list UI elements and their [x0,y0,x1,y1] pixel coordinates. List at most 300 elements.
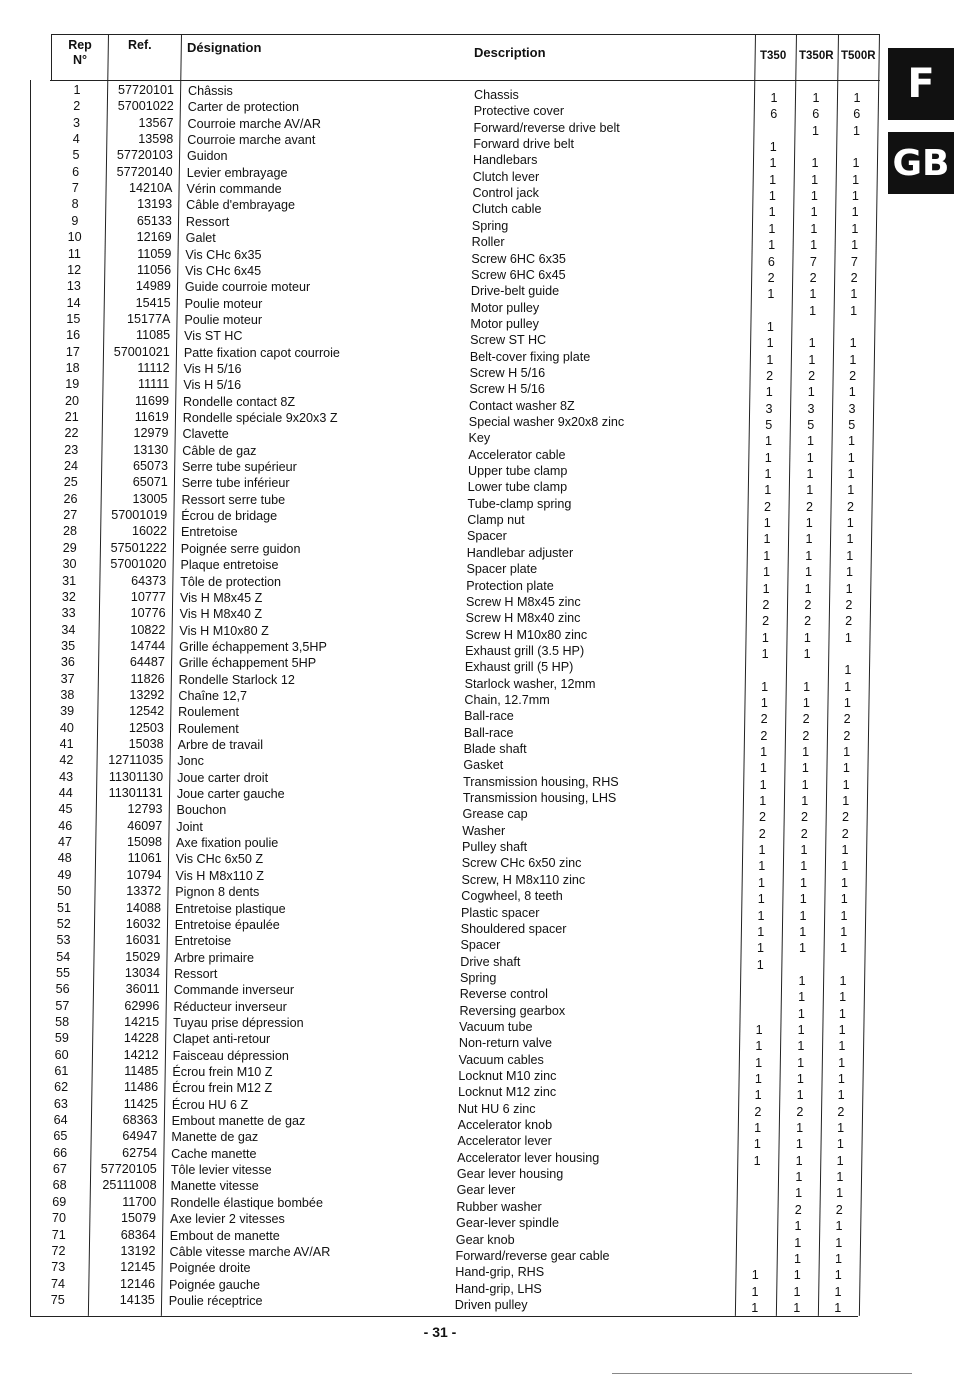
row-rep-number: 20 [65,393,80,408]
row-rep-number: 8 [71,197,79,212]
row-ref-code: 62996 [124,998,160,1013]
row-designation-fr: Entretoise [180,525,238,540]
row-qty-t350: 1 [756,941,764,956]
row-designation-fr: Serre tube supérieur [182,460,297,475]
row-qty-t350r: 1 [794,1235,802,1250]
row-qty-t500r: 1 [841,875,849,890]
row-rep-number: 11 [67,246,81,261]
row-qty-t500r: 1 [843,745,851,759]
row-description-en: Screw H M8x40 zinc [465,611,581,626]
row-description-en: Handlebar adjuster [466,545,574,560]
row-ref-code: 10777 [130,589,166,604]
row-rep-number: 65 [53,1129,68,1144]
row-qty-t350r: 1 [810,238,818,253]
row-qty-t500r: 5 [848,418,856,432]
row-ref-code: 10776 [130,606,166,621]
row-qty-t500r: 1 [836,1186,844,1201]
row-description-en: Screw H 5/16 [469,365,546,380]
row-ref-code: 65133 [136,213,172,228]
row-designation-fr: Vis H M8x45 Z [179,590,263,605]
row-rep-number: 30 [62,557,77,572]
row-qty-t500r: 1 [844,679,852,694]
row-qty-t350r: 1 [800,843,808,858]
row-qty-t350: 1 [761,646,769,661]
row-description-en: Hand-grip, RHS [455,1265,545,1280]
row-ref-code: 16032 [125,916,161,931]
row-description-en: Rubber washer [456,1199,542,1214]
row-qty-t350r: 1 [793,1268,801,1283]
row-qty-t350: 1 [755,1022,763,1037]
row-qty-t350: 1 [753,1137,761,1152]
row-qty-t350: 1 [764,450,772,465]
row-qty-t350: 1 [759,794,767,809]
row-qty-t500r: 2 [835,1202,843,1217]
row-qty-t500r: 1 [851,205,859,220]
row-qty-t350r: 1 [810,205,818,220]
row-description-en: Gear knob [455,1232,515,1247]
row-ref-code: 14210A [129,181,173,196]
row-qty-t350: 1 [756,957,764,972]
row-qty-t350: 6 [770,107,778,122]
row-qty-t350r: 1 [795,1186,803,1201]
footer-rule [612,1373,912,1374]
row-designation-fr: Écrou frein M12 Z [172,1081,273,1096]
row-qty-t500r: 1 [845,565,853,580]
row-description-en: Screw H 5/16 [469,382,545,397]
row-rep-number: 49 [57,867,72,882]
row-qty-t500r: 1 [850,287,858,302]
row-qty-t350: 2 [759,810,767,825]
row-qty-t500r: 1 [852,123,860,138]
row-qty-t350: 2 [754,1104,762,1119]
row-qty-t350: 1 [759,777,767,792]
row-qty-t350r: 1 [806,467,814,482]
row-designation-fr: Embout de manette [169,1228,280,1243]
row-designation-fr: Tôle de protection [180,574,281,589]
row-designation-fr: Vis CHc 6x50 Z [175,852,264,867]
row-description-en: Cogwheel, 8 teeth [461,889,563,904]
table-left-border-lower [30,80,31,1316]
row-qty-t350: 1 [763,532,771,547]
row-designation-fr: Cache manette [171,1146,257,1161]
row-designation-fr: Écrou frein M10 Z [172,1065,273,1079]
header-t350: T350 [760,50,787,62]
row-rep-number: 53 [56,933,71,948]
row-description-en: Key [468,431,491,446]
row-qty-t350r: 2 [802,712,810,727]
row-qty-t500r: 1 [852,156,860,171]
row-designation-fr: Manette de gaz [171,1130,259,1145]
row-description-en: Plastic spacer [461,905,540,920]
row-ref-code: 57001022 [117,99,174,114]
row-rep-number: 23 [64,442,79,457]
row-qty-t350r: 2 [794,1202,802,1217]
row-qty-t350r: 1 [797,1006,805,1021]
row-description-en: Protection plate [466,578,554,593]
language-tab-f: F [888,48,954,120]
row-qty-t350r: 1 [795,1137,803,1152]
row-qty-t350r: 1 [796,1072,804,1086]
row-rep-number: 33 [61,606,76,621]
row-designation-fr: Entretoise épaulée [174,917,280,932]
row-ref-code: 12503 [128,720,164,735]
row-ref-code: 11112 [137,360,170,375]
row-description-en: Belt-cover fixing plate [469,349,591,364]
row-qty-t500r: 1 [851,221,859,236]
row-qty-t350: 2 [760,712,768,727]
row-ref-code: 12542 [129,704,165,719]
row-rep-number: 40 [59,720,74,735]
row-designation-fr: Poulie moteur [184,296,263,311]
header-designation: Désignation [187,40,262,55]
row-designation-fr: Câble de gaz [182,443,257,458]
row-rep-number: 6 [72,164,80,179]
row-description-en: Accelerator knob [457,1118,553,1133]
row-ref-code: 15177A [126,311,171,326]
row-designation-fr: Courroie marche avant [187,133,316,148]
row-rep-number: 4 [72,132,80,147]
row-designation-fr: Joue carter gauche [176,787,285,802]
row-rep-number: 34 [61,622,76,637]
row-qty-t350: 1 [768,221,776,236]
row-qty-t350: 1 [762,581,770,596]
row-qty-t500r: 1 [848,434,856,449]
row-description-en: Accelerator lever housing [457,1150,600,1165]
row-description-en: Screw 6HC 6x35 [471,251,566,266]
row-qty-t350: 1 [758,843,766,858]
row-ref-code: 57001021 [113,344,170,359]
row-description-en: Forward/reverse drive belt [473,120,620,135]
row-qty-t500r: 1 [842,794,850,809]
row-ref-code: 14135 [119,1292,155,1307]
row-ref-code: 11619 [134,410,169,424]
row-qty-t500r: 2 [843,712,851,727]
row-description-en: Screw, H M8x110 zinc [461,872,586,887]
row-ref-code: 11700 [122,1194,157,1209]
row-description-en: Reversing gearbox [459,1003,566,1018]
row-qty-t350r: 1 [802,745,810,759]
row-description-en: Protective cover [473,104,565,119]
row-qty-t350: 2 [760,728,768,743]
row-rep-number: 19 [65,377,80,392]
row-description-en: Driven pulley [454,1297,528,1312]
row-description-en: Roller [471,235,505,250]
row-qty-t350: 5 [765,418,773,432]
row-designation-fr: Poignée droite [169,1261,251,1276]
row-designation-fr: Écrou HU 6 Z [171,1097,249,1112]
row-qty-t350r: 1 [794,1219,802,1234]
row-ref-code: 15079 [121,1211,157,1226]
row-rep-number: 58 [55,1014,70,1029]
row-qty-t500r: 1 [840,924,848,939]
row-ref-code: 36011 [125,982,160,997]
row-designation-fr: Faisceau dépression [172,1048,289,1063]
row-qty-t350: 1 [764,483,772,498]
row-qty-t350r: 1 [800,859,808,874]
row-designation-fr: Entretoise plastique [175,901,286,916]
row-qty-t500r: 1 [838,1039,846,1054]
row-description-en: Upper tube clamp [468,464,568,479]
row-designation-fr: Patte fixation capot courroie [183,345,340,360]
row-qty-t350r: 1 [795,1153,803,1168]
row-qty-t500r: 1 [837,1072,845,1086]
row-rep-number: 17 [65,344,80,359]
row-qty-t350r: 1 [794,1251,802,1266]
row-qty-t350: 1 [758,875,766,890]
row-rep-number: 75 [50,1292,65,1307]
row-rep-number: 7 [71,181,79,196]
row-qty-t350: 2 [758,826,766,841]
row-qty-t350: 1 [760,695,768,710]
row-designation-fr: Arbre primaire [174,950,254,965]
row-qty-t500r: 2 [842,810,850,825]
row-qty-t500r: 1 [835,1235,843,1250]
row-description-en: Special washer 9x20x8 zinc [468,415,625,429]
row-qty-t350: 1 [762,565,770,580]
row-qty-t350: 1 [755,1055,763,1070]
row-rep-number: 63 [53,1096,68,1111]
row-ref-code: 10822 [130,622,166,637]
row-qty-t350: 1 [770,91,778,105]
row-designation-fr: Ressort [185,214,230,229]
row-designation-fr: Axe fixation poulie [176,836,279,851]
row-description-en: Ball-race [464,709,514,724]
row-ref-code: 57720140 [116,164,173,179]
row-ref-code: 57001019 [111,508,168,523]
row-qty-t500r: 2 [837,1104,845,1119]
row-ref-code: 11425 [123,1096,158,1111]
row-qty-t350r: 6 [812,107,820,122]
row-designation-fr: Vis CHc 6x45 [185,263,262,278]
row-qty-t350: 3 [765,401,773,416]
row-qty-t350: 1 [760,745,768,759]
row-description-en: Drive shaft [460,954,521,969]
row-qty-t350r: 2 [805,499,813,514]
row-description-en: Contact washer 8Z [469,398,575,413]
row-ref-code: 12145 [120,1260,156,1275]
row-description-en: Motor pulley [470,316,539,331]
row-ref-code: 57001020 [110,557,167,572]
row-qty-t350: 1 [757,892,765,907]
row-qty-t350r: 1 [796,1121,804,1136]
row-rep-number: 59 [54,1031,69,1046]
row-ref-code: 13005 [132,491,168,506]
row-qty-t350r: 1 [806,450,814,465]
row-qty-t350r: 1 [793,1284,801,1299]
row-qty-t350r: 1 [797,1022,805,1037]
row-qty-t350r: 1 [797,1055,805,1070]
row-ref-code: 13598 [138,132,174,147]
row-qty-t350: 1 [757,924,765,939]
row-rep-number: 69 [52,1194,67,1209]
row-qty-t350: 1 [769,140,777,155]
row-description-en: Reverse control [459,987,548,1002]
row-ref-code: 11826 [130,671,165,686]
row-ref-code: 16031 [125,933,161,948]
row-ref-code: 14212 [123,1047,159,1062]
row-ref-code: 14215 [124,1014,160,1029]
row-qty-t500r: 6 [853,107,861,122]
row-qty-t500r: 3 [848,401,856,416]
row-qty-t350r: 1 [801,777,809,792]
row-qty-t350r: 5 [807,418,815,432]
row-qty-t350r: 1 [793,1300,801,1315]
row-description-en: Gear lever [456,1183,516,1198]
row-description-en: Locknut M12 zinc [458,1085,557,1100]
row-designation-fr: Tôle levier vitesse [170,1163,272,1178]
row-qty-t500r: 1 [837,1121,845,1136]
row-description-en: Drive-belt guide [470,284,560,299]
row-designation-fr: Roulement [177,721,239,736]
row-qty-t500r: 1 [843,695,851,710]
row-designation-fr: Plaque entretoise [180,558,279,573]
row-description-en: Gear-lever spindle [456,1216,559,1231]
row-description-en: Vacuum tube [459,1019,533,1034]
row-rep-number: 56 [55,982,70,997]
row-qty-t350r: 7 [809,254,817,269]
row-ref-code: 11056 [137,262,172,277]
row-ref-code: 11059 [137,246,172,261]
row-rep-number: 32 [61,589,76,604]
header-ref: Ref. [128,38,152,52]
row-designation-fr: Vis H 5/16 [183,361,242,376]
row-designation-fr: Manette vitesse [170,1179,259,1194]
row-ref-code: 11301130 [108,769,164,784]
row-qty-t350r: 2 [804,614,812,629]
row-qty-t350r: 1 [798,990,806,1005]
row-ref-code: 13372 [126,884,162,899]
row-rep-number: 52 [56,916,71,931]
row-description-en: Shouldered spacer [460,921,567,936]
row-qty-t500r: 1 [836,1153,844,1168]
row-designation-fr: Vis H 5/16 [183,378,242,393]
row-rep-number: 12 [67,262,82,277]
row-qty-t500r: 1 [842,761,850,776]
row-ref-code: 11485 [124,1064,159,1078]
row-rep-number: 25 [63,475,78,490]
row-qty-t350: 1 [754,1121,762,1136]
row-qty-t350r: 1 [806,483,814,498]
row-rep-number: 73 [51,1260,66,1275]
row-rep-number: 47 [58,835,73,850]
row-rep-number: 15 [66,311,81,326]
row-qty-t350: 1 [765,434,773,449]
row-rep-number: 67 [52,1162,67,1177]
row-designation-fr: Grille échappement 3,5HP [179,639,327,654]
row-ref-code: 57501222 [110,540,167,555]
row-qty-t500r: 1 [846,532,854,547]
row-qty-t500r: 1 [836,1137,844,1152]
row-rep-number: 18 [65,360,80,375]
row-designation-fr: Ressort [173,966,218,981]
language-tab-gb: GB [888,132,954,194]
row-designation-fr: Guide courroie moteur [184,280,311,295]
row-ref-code: 57720105 [100,1162,157,1177]
row-ref-code: 16022 [131,524,167,539]
row-qty-t500r: 2 [849,368,857,383]
row-qty-t350: 2 [763,499,771,514]
row-qty-t350: 1 [754,1072,762,1086]
row-qty-t500r: 2 [845,597,853,612]
row-qty-t350: 1 [753,1153,761,1168]
row-qty-t350r: 1 [805,532,813,547]
row-ref-code: 15029 [125,949,161,964]
row-rep-number: 43 [59,769,74,784]
row-qty-t350: 1 [769,172,777,187]
row-designation-fr: Bouchon [176,803,227,818]
row-ref-code: 11699 [134,393,170,408]
row-qty-t350r: 1 [799,924,807,939]
row-rep-number: 22 [64,426,79,441]
row-designation-fr: Galet [185,231,216,246]
row-designation-fr: Embout manette de gaz [171,1114,306,1129]
row-description-en: Exhaust grill (3.5 HP) [465,643,585,658]
row-qty-t350r: 1 [801,794,809,809]
row-qty-t350: 1 [758,859,766,874]
row-ref-code: 15038 [128,737,164,751]
row-rep-number: 70 [52,1211,67,1226]
row-description-en: Screw H M8x45 zinc [465,594,581,609]
row-qty-t500r: 1 [851,238,859,253]
row-qty-t500r: 1 [839,990,847,1005]
header-description: Description [474,45,546,60]
row-qty-t350r: 2 [809,270,817,285]
row-ref-code: 13292 [129,687,165,702]
row-designation-fr: Guidon [186,149,228,164]
row-qty-t350r: 1 [810,221,818,236]
row-ref-code: 15098 [127,835,163,850]
row-qty-t350: 2 [767,270,775,285]
row-ref-code: 57720103 [116,148,173,163]
row-designation-fr: Joint [176,819,203,834]
row-qty-t350r: 2 [804,597,812,612]
row-designation-fr: Vis H M8x110 Z [175,868,264,883]
row-rep-number: 66 [53,1145,68,1160]
row-description-en: Spacer [460,938,501,953]
row-rep-number: 26 [63,491,78,506]
row-qty-t500r: 1 [844,663,852,678]
row-rep-number: 37 [60,671,75,686]
row-description-en: Tube-clamp spring [467,496,572,511]
row-qty-t500r: 1 [840,892,848,907]
row-rep-number: 44 [58,786,73,801]
row-designation-fr: Jonc [177,754,204,769]
row-description-en: Motor pulley [470,300,540,315]
row-description-en: Screw H M10x80 zinc [465,627,588,642]
row-rep-number: 71 [51,1227,66,1242]
row-ref-code: 13130 [133,442,169,457]
row-designation-fr: Tuyau prise dépression [173,1015,304,1030]
row-qty-t350r: 2 [801,810,809,825]
row-description-en: Accelerator lever [457,1134,552,1149]
row-ref-code: 65071 [132,475,168,490]
row-rep-number: 31 [62,573,77,588]
row-rep-number: 5 [72,148,80,163]
row-ref-code: 13193 [137,197,173,212]
row-qty-t500r: 1 [841,843,849,858]
row-rep-number: 3 [72,115,80,130]
row-qty-t350r: 1 [803,646,811,661]
row-qty-t350r: 1 [807,434,815,449]
row-designation-fr: Châssis [188,84,233,98]
row-qty-t350: 1 [751,1300,759,1315]
row-qty-t350r: 1 [807,385,815,400]
row-rep-number: 38 [60,687,75,702]
header-rep: Rep N° [68,38,92,67]
row-rep-number: 39 [60,704,75,719]
row-qty-t350r: 1 [803,630,811,645]
row-qty-t500r: 1 [841,859,849,874]
